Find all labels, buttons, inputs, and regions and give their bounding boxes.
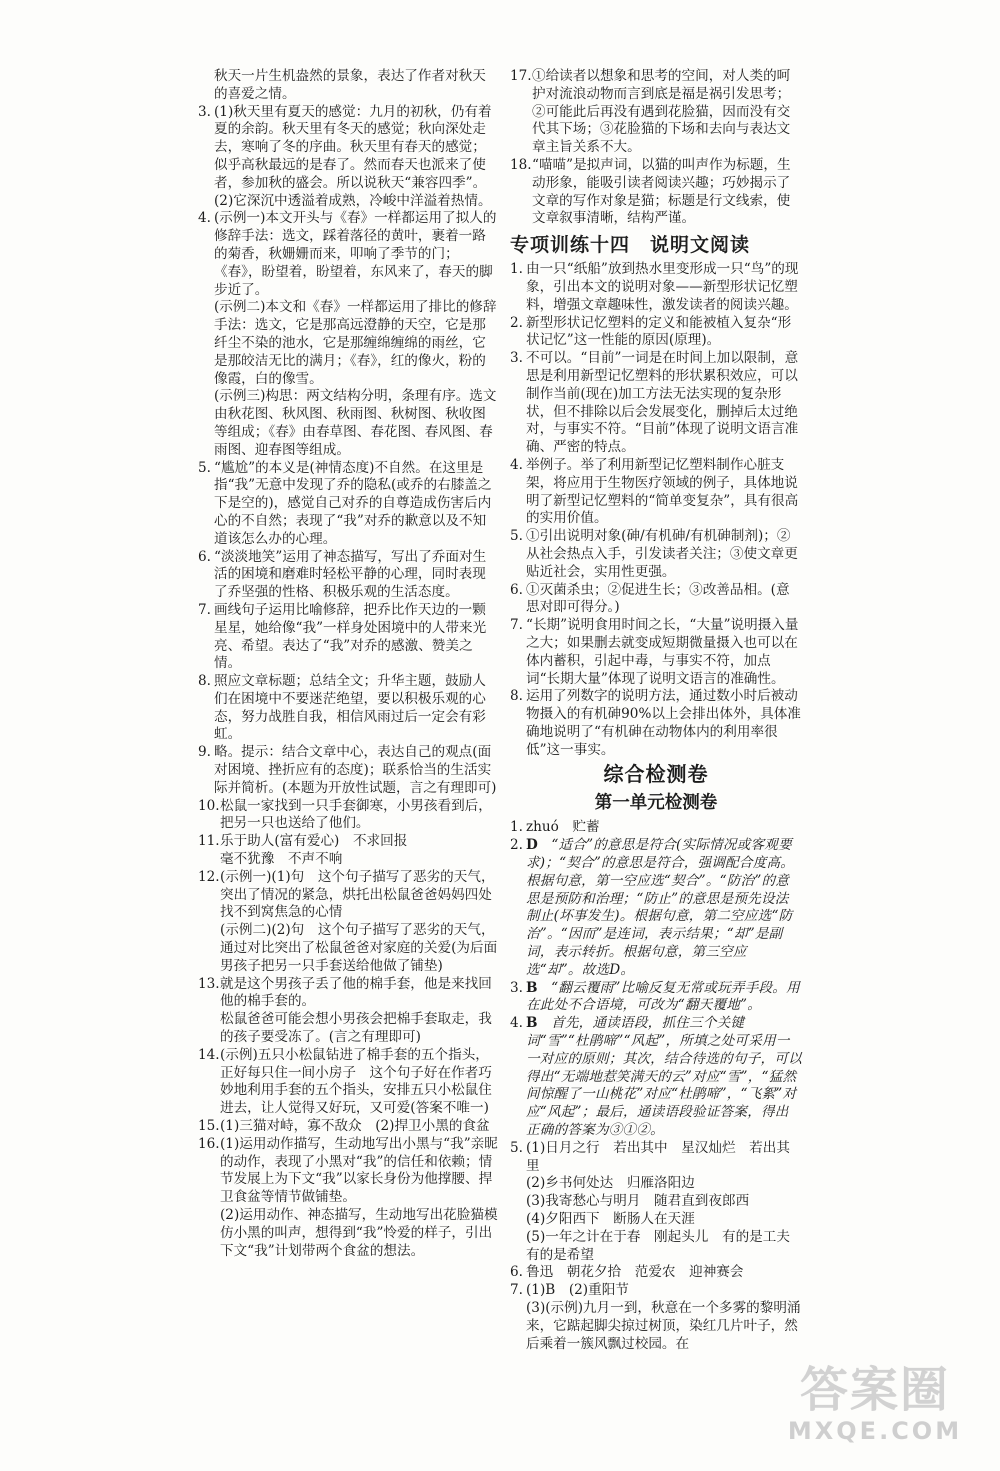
answer-text (526, 457, 802, 528)
answer-number: 4. (198, 210, 211, 227)
answer-text (214, 673, 498, 744)
answer-line: (示例一)(1)句 这个句子描写了恶劣的天气，突出了情况的紧急，烘托出松鼠爸爸妈妈四处找不到窝焦急的心情 (220, 868, 495, 921)
answer-number: 8. (198, 673, 211, 690)
answer-item (198, 602, 498, 673)
answer-number: 8. (510, 688, 523, 705)
answer-line: “喵喵”是拟声词，以猫的叫声作为标题，生动形象，能吸引读者阅读兴趣；巧妙揭示了文章的写作对象是猫；标题是行文线索，使文章叙事清晰，结构严谨。 (532, 156, 791, 227)
right-top-answers (510, 68, 802, 228)
answer-item (510, 819, 802, 837)
answer-text (526, 837, 802, 979)
answer-text (214, 68, 498, 104)
answer-item (510, 980, 802, 1016)
answer-line: (4)夕阳西下 断肠人在天涯 (526, 1211, 695, 1228)
answer-text (214, 549, 498, 602)
answer-text (532, 157, 802, 228)
answer-line: (示例二)(2)句 这个句子描写了恶劣的天气，通过对比突出了松鼠爸爸对家庭的关爱(为后面男孩子把另一只手套送给他做了铺垫) (220, 922, 498, 974)
left-column (198, 68, 498, 1260)
answer-line: 乐于助人(富有爱心) 不求回报 (220, 833, 408, 850)
answer-item (198, 549, 498, 602)
answer-line: (1)运用动作描写，生动地写出小黑与“我”亲昵的动作，表现了小黑对“我”的信任和依赖；情节发展上为下文“我”以家长身份为他撑腰、捍卫食盆等情节做铺垫。 (220, 1135, 498, 1206)
answer-text (526, 1264, 802, 1282)
answer-item (198, 744, 498, 797)
section-title-unit-one: 第一单元检测卷 (594, 793, 718, 814)
answer-line: (1)B (2)重阳节 (526, 1282, 629, 1299)
answer-line: 不可以。“目前”一词是在时间上加以限制，意思是利用新型记忆塑料的形状累积效应，可以制作当前(现在)加工方法无法实现的复杂形状，但不排除以后会发展变化，删掉后太过绝对，与事实不符。“目前”体现了说明文语言准确、严密的特点。 (526, 350, 799, 456)
answer-text (220, 1011, 498, 1047)
watermark-bottom: MXQE.COM (787, 1417, 963, 1445)
answer-number: 9. (198, 744, 211, 761)
answer-line: ①灭菌杀虫；②促进生长；③改善品相。(意思对即可得分。) (526, 581, 790, 616)
answer-text (526, 688, 802, 759)
answer-item (510, 68, 802, 157)
answer-item (510, 688, 802, 759)
answer-line: 首先，通读语段，抓住三个关键词“雪”“杜鹃啼”“风起”，所填之处可采用一一对应的原则；其次，结合待选的句子，可以得出“无端地惹笑满天的云”对应“雪”，“猛然间惊醒了一山桃花”对应“杜鹃啼”，“飞絮”对应“风起”；最后，通读语段验证答案，得出正确的答案为③①②。 (526, 1015, 802, 1139)
answer-text (526, 315, 802, 351)
answer-line: “尴尬”的本义是(神情态度)不自然。在这里是指“我”无意中发现了乔的隐私(或乔的右膝盖之下是空的)，感觉自己对乔的自尊造成伤害后内心的不自然；表现了“我”对乔的歉意以及不知道该怎么办的心理。 (214, 459, 492, 547)
answer-number: 18. (510, 156, 532, 173)
answer-text (526, 350, 802, 457)
answer-item (198, 68, 498, 104)
answer-text (214, 744, 498, 797)
answer-text (220, 869, 498, 922)
answer-text (526, 261, 802, 314)
answer-number: 11. (198, 833, 220, 850)
answer-line: (1)三猫对峙，寡不敌众 (2)捍卫小黑的食盆 (220, 1118, 490, 1135)
answer-item (510, 1264, 802, 1282)
answer-line: (1)日月之行 若出其中 星汉灿烂 若出其里 (526, 1139, 790, 1174)
answer-number: 14. (198, 1046, 220, 1063)
answer-choice: B (526, 1015, 538, 1032)
answer-number: 10. (198, 797, 220, 814)
answer-item (198, 460, 498, 549)
answer-line: (5)一年之计在于春 刚起头儿 有的是工夫 有的是希望 (526, 1228, 804, 1263)
answer-number: 7. (198, 601, 211, 618)
answer-line: ①给读者以想象和思考的空间，对人类的呵护对流浪动物而言到底是福是祸引发思考；②可能此后再没有遇到花脸猫，因而没有交代其下场；③花脸猫的下场和去向与表达文章主旨关系不大。 (532, 68, 791, 156)
answer-text (220, 1047, 498, 1118)
answer-line: (示例二)本文和《春》一样都运用了排比的修辞手法：选文，它是那高远澄静的天空，它是那纤尘不染的池水，它是那缠绵缠绵的雨丝，它是那皎洁无比的满月；《春》，红的像火，粉的像霞，白的像雪。 (214, 299, 497, 387)
answer-line: 由一只“纸船”放到热水里变形成一只“鸟”的现象，引出本文的说明对象——新型形状记忆塑料，增强文章趣味性，激发读者的阅读兴趣。 (526, 261, 799, 313)
answer-choice: D (526, 837, 538, 854)
answer-line: ①引出说明对象(砷/有机砷/有机砷制剂)；②从社会热点入手，引发读者关注；③使文章更贴近社会，实用性更强。 (526, 528, 798, 580)
answer-item (198, 798, 498, 834)
answer-text (526, 980, 802, 1016)
answer-item (510, 457, 802, 528)
answer-text (526, 1282, 802, 1300)
answer-number: 16. (198, 1135, 220, 1152)
answer-line: “翻云覆雨”比喻反复无常或玩弄手段。用在此处不合语境，可改为“翻天覆地”。 (526, 979, 800, 1014)
section-title-expository: 专项训练十四 说明文阅读 (510, 234, 751, 257)
answer-choice: B (526, 979, 538, 996)
answer-text (526, 1193, 802, 1211)
answer-line: “淡淡地笑”运用了神态描写，写出了乔面对生活的困境和磨难时轻松平静的心理，同时表现了乔坚强的性格、积极乐观的生活态度。 (214, 548, 487, 601)
answer-text (214, 299, 498, 388)
answer-line: “适合”的意思是符合(实际情况或客观要求)；“契合”的意思是符合，强调配合度高。根据句意，第一空应选“契合”。“防治”的意思是预防和治理；“防止”的意思是预先设法制止(坏事发生)。根据句意，第二空应选“防治”。“因而”是连词，表示结果；“却”是副词，表示转折。根据句意，第三空应选“却”。故选D。 (526, 837, 795, 978)
answer-text (526, 1211, 802, 1229)
answer-number: 3. (198, 103, 211, 120)
answer-line: 画线句子运用比喻修辞，把乔比作天边的一颗星星，她给像“我”一样身处困境中的人带来光亮、希望。表达了“我”对乔的感激、赞美之情。 (214, 601, 487, 672)
answer-number: 6. (510, 581, 523, 598)
answer-item (198, 869, 498, 976)
answer-item (510, 1140, 802, 1265)
answer-item (510, 617, 802, 688)
answer-text (220, 833, 498, 851)
answer-text (214, 104, 498, 193)
answer-line: (1)秋天里有夏天的感觉：九月的初秋，仍有着夏的余韵。秋天里有冬天的感觉；秋向深处走去，寒响了冬的序曲。秋天里有春天的感觉；似乎高秋最远的是春了。然而春天也派来了使者，参加秋的盛会。所以说秋天“兼容四季”。 (214, 103, 492, 191)
answer-line: 秋天一片生机盎然的景象，表达了作者对秋天的喜爱之情。 (214, 68, 486, 102)
answer-line: 举例子。举了利用新型记忆塑料制作心脏支架，将应用于生物医疗领域的例子，具体地说明了新型记忆塑料的“简单变复杂”，具有很高的实用价值。 (526, 456, 799, 527)
answer-line: 照应文章标题；总结全文；升华主题，鼓励人们在困境中不要迷茫绝望，要以积极乐观的心态，努力战胜自我，相信风雨过后一定会有彩虹。 (214, 673, 486, 743)
right-column (510, 68, 802, 1353)
answer-item (198, 1136, 498, 1261)
answer-item (510, 582, 802, 618)
answer-line: (2)乡书何处达 归雁洛阳边 (526, 1175, 695, 1192)
answer-item (510, 261, 802, 314)
answer-number: 6. (510, 1264, 523, 1281)
answer-number: 2. (510, 837, 523, 854)
answer-item (198, 104, 498, 211)
answer-text (220, 976, 498, 1012)
answer-line: 新型形状记忆塑料的定义和能被植入复杂“形状记忆”这一性能的原因(原理)。 (526, 314, 792, 349)
answer-line: (2)它深沉中透溢着成熟，冷峻中洋溢着热情。 (214, 192, 492, 209)
answer-line: 鲁迅 朝花夕拾 范爱农 迎神赛会 (526, 1264, 744, 1281)
section-title-comprehensive: 综合检测卷 (603, 762, 709, 787)
answer-item (510, 837, 802, 979)
answer-text (526, 1300, 802, 1353)
answer-text (220, 1118, 498, 1136)
answer-number: 7. (510, 617, 523, 634)
answer-number: 12. (198, 868, 220, 885)
answer-line: 松鼠一家找到一只手套御寒，小男孩看到后，把另一只也送给了他们。 (220, 797, 492, 832)
answer-line: (示例)五只小松鼠钻进了棉手套的五个指头，正好每只住一间小房子 这个句子好在作者巧妙地利用手套的五个指头，安排五只小松鼠住进去，让人觉得又好玩，又可爱(答案不唯一) (220, 1046, 492, 1117)
answer-line: 毫不犹豫 不声不响 (220, 851, 343, 868)
answer-line: 松鼠爸爸可能会想小男孩会把棉手套取走，我的孩子要受冻了。(言之有理即可) (220, 1011, 492, 1046)
answer-number: 3. (510, 350, 523, 367)
answer-item (510, 1282, 802, 1353)
answer-line: zhuó 贮蓄 (526, 819, 600, 836)
answer-text (220, 922, 498, 975)
answer-number: 7. (510, 1282, 523, 1299)
answer-text (526, 1229, 802, 1265)
answer-text (526, 617, 802, 688)
answer-item (198, 833, 498, 869)
answer-line: (3)(示例)九月一到，秋意在一个多雾的黎明涌来，它踮起脚尖掠过树顶，染红几片叶子，然后乘着一簇风飘过校园。在 (526, 1300, 801, 1352)
answer-number: 17. (510, 68, 532, 84)
answer-number: 1. (510, 819, 523, 836)
answer-text (214, 193, 498, 211)
answer-text (220, 1136, 498, 1207)
answer-text (220, 851, 498, 869)
answer-text (526, 582, 802, 618)
answer-text (526, 1140, 802, 1176)
answer-item (510, 350, 802, 457)
answer-item (510, 528, 802, 581)
answer-number: 5. (510, 528, 523, 545)
answer-text (526, 1015, 802, 1140)
answer-text (526, 528, 802, 581)
answer-number: 5. (510, 1139, 523, 1156)
answer-number: 4. (510, 1015, 523, 1032)
answer-item (198, 976, 498, 1047)
answer-line: 运用了列数字的说明方法，通过数小时后被动物摄入的有机砷90%以上会排出体外，具体准确地说明了“有机砷在动物体内的利用率很低”这一事实。 (526, 688, 801, 758)
answer-text (214, 460, 498, 549)
watermark-top: 答案圈 (799, 1362, 950, 1418)
answer-number: 2. (510, 314, 523, 331)
answer-text (220, 1207, 498, 1260)
answer-line: (示例三)构思：两文结构分明，条理有序。选文由秋花图、秋风图、秋雨图、秋树图、秋收图等组成；《春》由春草图、春花图、春风图、春雨图、迎春图等组成。 (214, 388, 497, 458)
answer-number: 13. (198, 975, 220, 992)
answer-line: 就是这个男孩子丢了他的棉手套，他是来找回他的棉手套的。 (220, 975, 492, 1010)
answer-item (198, 210, 498, 459)
answer-text (526, 819, 802, 837)
answer-number: 5. (198, 459, 211, 476)
answer-item (198, 673, 498, 744)
answer-text (526, 1175, 802, 1193)
answer-line: (示例一)本文开头与《春》一样都运用了拟人的修辞手法：选文，踩着落径的黄叶，裹着一路的菊香，秋姗姗而来，叩响了季节的门；《春》，盼望着，盼望着，东风来了，春天的脚步近了。 (214, 210, 497, 298)
answer-number: 1. (510, 261, 523, 278)
answer-text (220, 798, 498, 834)
answer-item (510, 157, 802, 228)
answer-item (510, 315, 802, 351)
answer-text (532, 68, 802, 157)
answer-line: “长期”说明食用时间之长，“大量”说明摄入量之大；如果删去就变成短期微量摄入也可以在体内蓄积，引起中毒，与事实不符，加点词“长期大量”体现了说明文语言的准确性。 (526, 617, 799, 687)
answer-number: 15. (198, 1118, 220, 1135)
answer-item (198, 1118, 498, 1136)
answer-text (214, 388, 498, 459)
answer-line: (3)我寄愁心与明月 随君直到夜郎西 (526, 1193, 750, 1210)
answer-text (214, 210, 498, 299)
answer-number: 3. (510, 979, 523, 996)
answer-item (510, 1015, 802, 1140)
answer-item (198, 1047, 498, 1118)
expository-answers (510, 261, 802, 759)
watermark-logo (780, 1363, 970, 1453)
answer-text (214, 602, 498, 673)
answer-line: (2)运用动作、神态描写，生动地写出花脸猫模仿小黑的叫声，想得到“我”怜爱的样子，引出下文“我”计划带两个食盆的想法。 (220, 1207, 498, 1259)
unit-one-answers (510, 819, 802, 1353)
answer-line: 略。提示：结合文章中心，表达自己的观点(面对困境、挫折应有的态度)；联系恰当的生活实际并简析。(本题为开放性试题，言之有理即可) (214, 744, 497, 796)
answer-number: 6. (198, 548, 211, 565)
answer-number: 4. (510, 456, 523, 473)
